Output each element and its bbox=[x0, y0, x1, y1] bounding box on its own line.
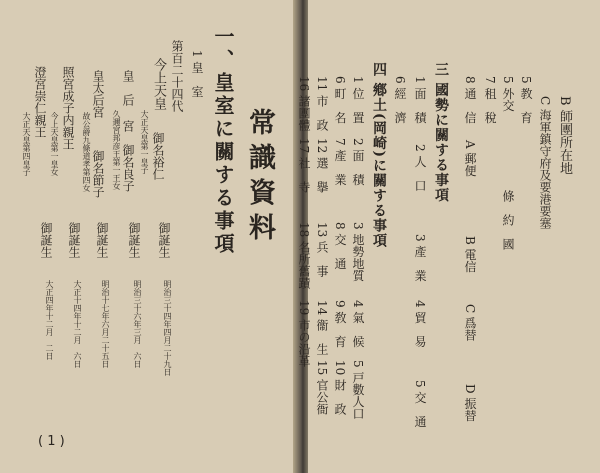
item-town-names: 6 町 名 bbox=[333, 76, 347, 124]
right-page bbox=[297, 0, 600, 473]
item-population: 2 人 口 bbox=[413, 144, 427, 192]
item-offices: 15 官公衙 bbox=[315, 360, 329, 416]
item-transfer: D 振替 bbox=[463, 384, 477, 422]
item-local-education: 9 敎 育 bbox=[333, 300, 347, 348]
dowager-note: 故公爵九條道孝第四女 bbox=[82, 112, 91, 192]
sub-heading: 1 皇 室 bbox=[190, 50, 204, 98]
prince-birth-date: 大正十四年十二月 六日 bbox=[73, 280, 82, 368]
emperor-name: 御名裕仁 bbox=[151, 132, 165, 180]
item-finance: 10 財 政 bbox=[333, 360, 347, 416]
item-location: 1 位 置 bbox=[351, 76, 365, 124]
item-temples: 17 社 寺 bbox=[297, 138, 311, 194]
dowager-title: 皇太后宮 bbox=[91, 70, 105, 118]
item-industry: 3 產 業 bbox=[413, 234, 427, 282]
item-diplomacy: 5 外交 bbox=[501, 76, 515, 112]
item-election: 12 選 擧 bbox=[315, 138, 329, 194]
heading-national: 三 國勢に關する事項 bbox=[433, 62, 449, 203]
emperor-birth-date: 明治三十四年四月二十九日 bbox=[163, 280, 172, 376]
item-postal: A 郵便 bbox=[463, 140, 477, 177]
item-area: 1 面 積 bbox=[413, 76, 427, 124]
left-page bbox=[0, 0, 296, 473]
sumi-title: 澄宮崇仁親王 bbox=[33, 66, 47, 138]
item-climate: 4 氣 候 bbox=[351, 300, 365, 348]
sumi-birth-label: 御誕生 bbox=[39, 222, 53, 258]
item-households: 5 戸數人口 bbox=[351, 360, 365, 420]
emperor-birth-label: 御誕生 bbox=[157, 222, 171, 258]
item-tax: 7 租 稅 bbox=[483, 76, 497, 124]
dowager-birth-label: 御誕生 bbox=[95, 222, 109, 258]
empress-title: 皇 后 bbox=[121, 70, 135, 106]
item-treaty: 條 約 國 bbox=[501, 190, 515, 250]
item-shidan: B 師團所在地 bbox=[557, 96, 572, 175]
empress-birth-label: 御誕生 bbox=[127, 222, 141, 258]
item-military: 13 兵 事 bbox=[315, 222, 329, 278]
item-famous-sites: 18 名所舊蹟 bbox=[297, 222, 311, 290]
item-local-industry: 7 產 業 bbox=[333, 138, 347, 186]
empress-name: 宮 御名良子 bbox=[121, 120, 135, 192]
item-city-admin: 11 市 政 bbox=[315, 76, 329, 132]
dowager-birth-date: 明治十七年六月二十五日 bbox=[101, 280, 110, 368]
empress-birth-date: 明治三十六年三月 六日 bbox=[133, 280, 142, 368]
heading-local: 四 鄕土(岡崎)に關する事項 bbox=[371, 62, 387, 249]
item-trade: 4 貿 易 bbox=[413, 300, 427, 348]
emperor-father-note: 大正天皇第一皇子 bbox=[140, 110, 149, 174]
item-groups: 16 諸團體 bbox=[297, 76, 311, 132]
page-number: ( 1 ) bbox=[38, 434, 65, 449]
prince-birth-label: 御誕生 bbox=[67, 222, 81, 258]
prince-title: 照宮成子内親王 bbox=[61, 66, 75, 150]
item-terrain: 3 地勢地質 bbox=[351, 222, 365, 282]
item-telegraph: B 電信 bbox=[463, 236, 477, 273]
item-education: 5 教 育 bbox=[519, 76, 533, 124]
sumi-note: 大正天皇第四皇子 bbox=[22, 112, 31, 176]
emperor-generation: 第百二十四代 bbox=[170, 40, 184, 112]
item-kaigun: C 海軍鎮守府及要港要塞 bbox=[538, 96, 552, 229]
item-economy: 6 經 濟 bbox=[393, 76, 407, 124]
item-local-traffic: 8 交 通 bbox=[333, 222, 347, 270]
item-history: 19 市の沿革 bbox=[297, 300, 311, 368]
empress-note: 久邇宮邦彦王第一王女 bbox=[112, 110, 121, 190]
sumi-birth-date: 大正四年十二月 二日 bbox=[45, 280, 54, 360]
dowager-name: 御名節子 bbox=[91, 150, 105, 198]
section-heading: 一、皇室に關する事項 bbox=[211, 26, 235, 256]
item-sanitation: 14 衞 生 bbox=[315, 300, 329, 356]
item-local-area: 2 面 積 bbox=[351, 138, 365, 186]
item-money-order: C 爲替 bbox=[463, 304, 477, 341]
page-title: 常識資料 bbox=[244, 108, 275, 248]
emperor-title: 今上天皇 bbox=[151, 58, 166, 110]
item-traffic: 5 交 通 bbox=[413, 380, 427, 428]
item-communication: 8 通 信 bbox=[463, 76, 477, 124]
prince-note: 今上天皇第一皇女 bbox=[50, 112, 59, 176]
